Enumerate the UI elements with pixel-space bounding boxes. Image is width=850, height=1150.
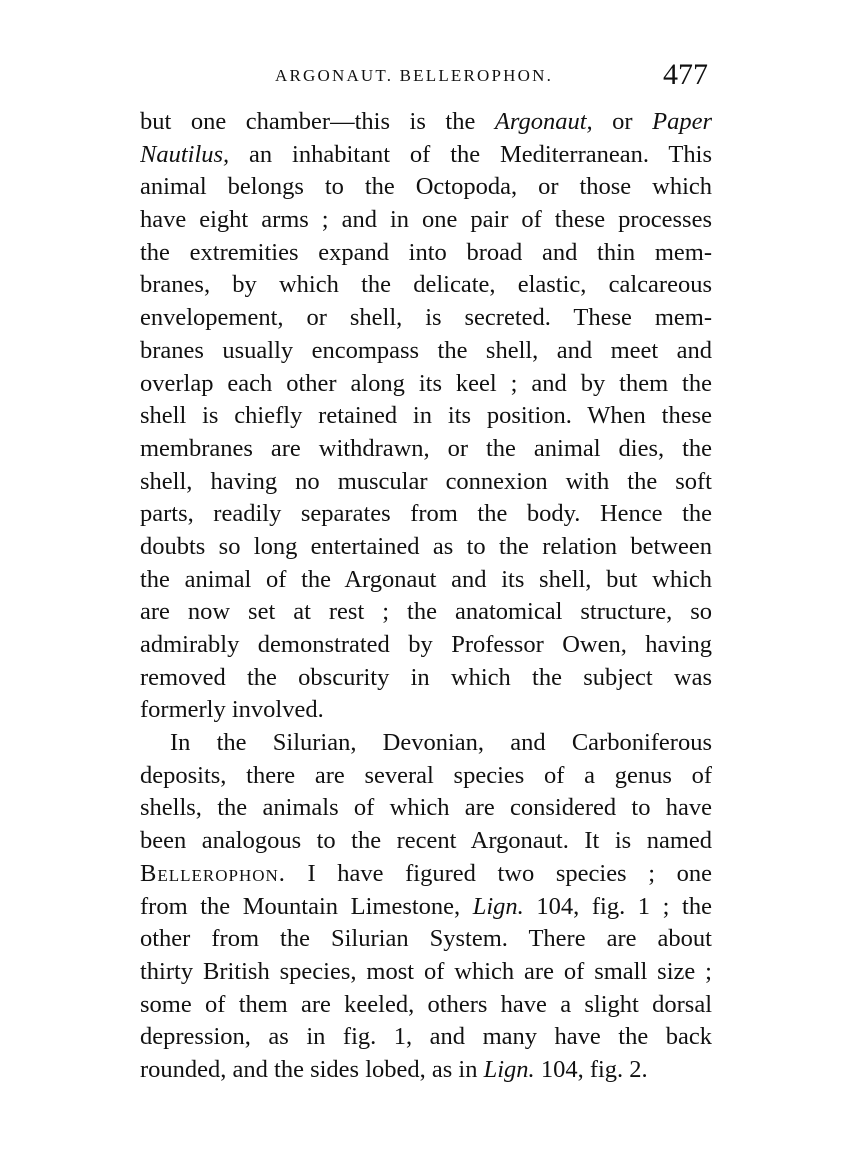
text-line: branes, by which the delicate, elastic, calcareous <box>140 271 712 299</box>
small-caps-term: Bellerophon. <box>140 859 286 887</box>
italic-term: Paper <box>652 108 712 135</box>
text-line: been analogous to the recent Argonaut. It is named <box>140 827 712 855</box>
text-line: have eight arms ; and in one pair of these processes <box>140 206 712 234</box>
text-line: depression, as in fig. 1, and many have the back <box>140 1023 712 1051</box>
text-line: other from the Silurian System. There are about <box>140 925 712 953</box>
text-line: formerly involved. <box>140 696 324 724</box>
text-line: In the Silurian, Devonian, and Carboniferous <box>170 729 712 757</box>
text-line: the extremities expand into broad and thin mem- <box>140 238 712 266</box>
text-line: animal belongs to the Octopoda, or those which <box>140 173 712 201</box>
text-line: Bellerophon. I have figured two species ; one <box>140 859 712 887</box>
italic-term: Lign. <box>472 892 524 920</box>
text-line: from the Mountain Limestone, Lign. 104, fig. 1 ; the <box>140 892 712 920</box>
text-line: shells, the animals of which are considered to have <box>140 794 712 822</box>
text-line: admirably demonstrated by Professor Owen, having <box>140 631 712 658</box>
text-line: deposits, there are several species of a genus of <box>140 761 712 789</box>
text-line: envelopement, or shell, is secreted. These mem- <box>140 304 712 332</box>
text-line: membranes are withdrawn, or the animal dies, the <box>140 434 712 462</box>
text-line: parts, readily separates from the body. Hence the <box>140 500 712 528</box>
italic-term: Nautilus, <box>140 140 230 168</box>
running-head <box>140 58 710 94</box>
text-line: but one chamber—this is the Argonaut, or Paper <box>140 108 712 135</box>
text-line: thirty British species, most of which are of small size ; <box>140 957 712 985</box>
text-line: doubts so long entertained as to the relation between <box>140 532 712 560</box>
text-line: are now set at rest ; the anatomical structure, so <box>140 598 712 626</box>
text-line: removed the obscurity in which the subject was <box>140 663 712 691</box>
body-text <box>140 106 712 1087</box>
text-line: shell is chiefly retained in its position. When these <box>140 402 712 430</box>
text-line: shell, having no muscular connexion with the soft <box>140 467 712 495</box>
page-number: 477 <box>663 58 708 91</box>
running-title: ARGONAUT. BELLEROPHON. <box>275 66 554 85</box>
text-line: branes usually encompass the shell, and meet and <box>140 336 712 364</box>
text-line: overlap each other along its keel ; and by them the <box>140 369 712 397</box>
text-line: Nautilus, an inhabitant of the Mediterranean. This <box>140 140 712 168</box>
italic-term: Lign. <box>483 1055 535 1083</box>
text-line: the animal of the Argonaut and its shell, but which <box>140 565 712 593</box>
text-line: some of them are keeled, others have a slight dorsal <box>140 990 712 1018</box>
text-line: rounded, and the sides lobed, as in Lign. 104, fig. 2. <box>140 1055 648 1083</box>
italic-term: Argonaut, <box>494 108 593 135</box>
